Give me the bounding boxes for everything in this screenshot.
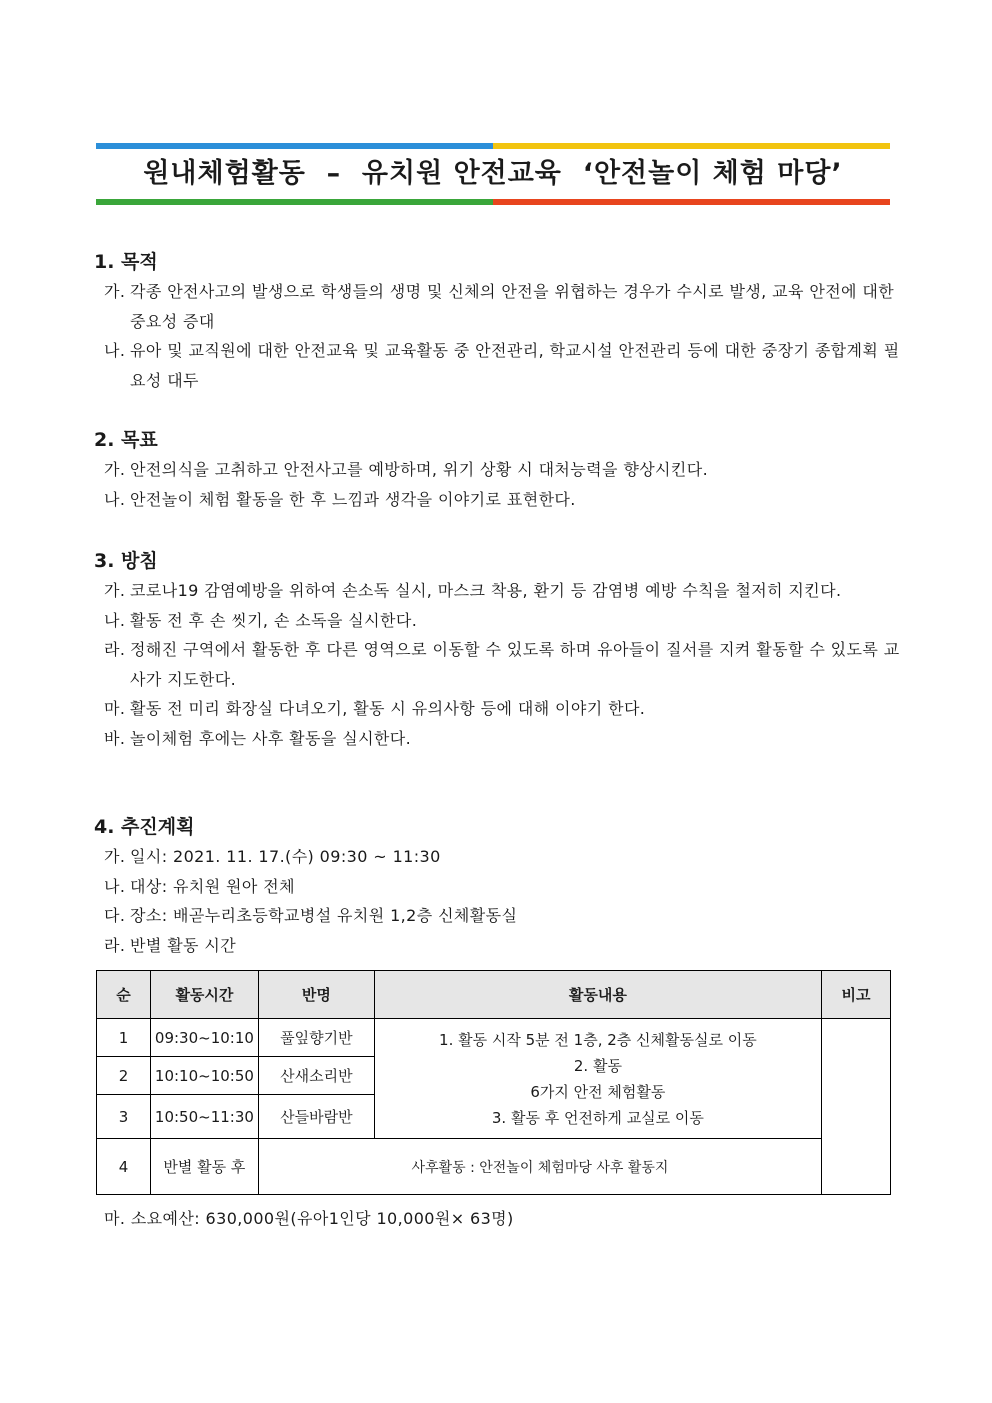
- item-text: 장소: 배곧누리초등학교병설 유치원 1,2층 신체활동실: [130, 906, 518, 925]
- item-text: 활동 전 후 손 씻기, 손 소독을 실시한다.: [130, 610, 418, 630]
- post-activity: 사후활동 : 안전놀이 체험마당 사후 활동지: [258, 1139, 821, 1195]
- section-heading: 2. 목표: [94, 429, 158, 451]
- list-item: [94, 931, 904, 961]
- section-heading: 1. 목적: [94, 251, 158, 273]
- table-header-row: [97, 971, 891, 1019]
- column-header: 비고: [822, 971, 891, 1019]
- item-marker: 나.: [104, 341, 126, 360]
- section-heading: 4. 추진계획: [94, 816, 195, 838]
- remark-cell: [822, 1019, 891, 1195]
- list-item: [94, 901, 904, 931]
- item-text: 안전놀이 체험 활동을 한 후 느낌과 생각을 이야기로 표현한다.: [130, 489, 576, 509]
- class-name: 산새소리반: [258, 1057, 374, 1095]
- item-marker: 라.: [104, 640, 126, 659]
- content-line: 1. 활동 시작 5분 전 1층, 2층 신체활동실로 이동: [439, 1030, 757, 1049]
- row-number: 3: [97, 1095, 151, 1139]
- column-header: 순: [97, 971, 151, 1019]
- title-banner: [96, 143, 890, 205]
- class-name: 풀잎향기반: [258, 1019, 374, 1057]
- list-item: [94, 277, 904, 336]
- list-item: [94, 336, 904, 395]
- row-number: 4: [97, 1139, 151, 1195]
- item-marker: 가.: [104, 847, 126, 866]
- item-marker: 가.: [104, 282, 126, 301]
- item-marker: 바.: [104, 728, 126, 748]
- activity-time: 09:30~10:10: [150, 1019, 258, 1057]
- column-header: 활동내용: [374, 971, 821, 1019]
- item-text: 유아 및 교직원에 대한 안전교육 및 교육활동 중 안전관리, 학교시설 안전관리 등에 대한 중장기 종합계획 필요성 대두: [130, 341, 900, 390]
- content-line: 2. 활동: [573, 1056, 622, 1075]
- item-text: 안전의식을 고취하고 안전사고를 예방하며, 위기 상황 시 대처능력을 향상시킨다.: [130, 460, 709, 479]
- table-row: [97, 1139, 891, 1195]
- list-item: [94, 724, 904, 754]
- item-text: 각종 안전사고의 발생으로 학생들의 생명 및 신체의 안전을 위협하는 경우가 수시로 발생, 교육 안전에 대한 중요성 증대: [130, 282, 895, 331]
- item-text: 코로나19 감염예방을 위하여 손소독 실시, 마스크 착용, 환기 등 감염병 예방 수칙을 철저히 지킨다.: [130, 581, 842, 600]
- list-item: [94, 872, 904, 902]
- list-item: [94, 455, 904, 485]
- item-text: 놀이체험 후에는 사후 활동을 실시한다.: [130, 728, 412, 748]
- list-item: [94, 694, 904, 724]
- section-policy: [94, 546, 904, 753]
- item-text: 반별 활동 시간: [130, 935, 237, 955]
- item-marker: 나.: [104, 489, 126, 509]
- section-heading: 3. 방침: [94, 550, 158, 572]
- column-header: 반명: [258, 971, 374, 1019]
- content-line: 3. 활동 후 언전하게 교실로 이동: [491, 1108, 704, 1127]
- schedule-table: [96, 970, 891, 1195]
- list-item: [94, 606, 904, 636]
- budget-line: 마. 소요예산: 630,000원(유아1인당 10,000원× 63명): [104, 1209, 514, 1228]
- item-marker: 마.: [104, 699, 126, 718]
- list-item: [94, 576, 904, 606]
- item-text: 대상: 유치원 원아 전체: [130, 876, 295, 896]
- item-marker: 가.: [104, 460, 126, 479]
- section-goal: [94, 425, 904, 514]
- column-header: 활동시간: [150, 971, 258, 1019]
- table-row: [97, 1019, 891, 1057]
- title-bottom-bar: [96, 199, 890, 205]
- content-line: 6가지 안전 체험활동: [530, 1082, 666, 1101]
- page-title: 원내체험활동 – 유치원 안전교육 ‘안전놀이 체험 마당’: [143, 158, 843, 189]
- list-item: [94, 485, 904, 515]
- item-marker: 나.: [104, 610, 126, 630]
- section-purpose: [94, 247, 904, 395]
- class-name: 산들바람반: [258, 1095, 374, 1139]
- item-marker: 가.: [104, 581, 126, 600]
- section-plan: [94, 812, 904, 960]
- list-item: [94, 635, 904, 694]
- item-text: 정해진 구역에서 활동한 후 다른 영역으로 이동할 수 있도록 하며 유아들이 질서를 지켜 활동할 수 있도록 교사가 지도한다.: [130, 640, 900, 689]
- activity-time: 10:10~10:50: [150, 1057, 258, 1095]
- item-marker: 다.: [104, 906, 126, 925]
- item-text: 일시: 2021. 11. 17.(수) 09:30 ~ 11:30: [130, 847, 441, 866]
- row-number: 1: [97, 1019, 151, 1057]
- item-text: 활동 전 미리 화장실 다녀오기, 활동 시 유의사항 등에 대해 이야기 한다.: [130, 699, 646, 718]
- activity-time: 반별 활동 후: [150, 1139, 258, 1195]
- list-item: [94, 842, 904, 872]
- activity-content: [374, 1019, 821, 1139]
- item-marker: 나.: [104, 876, 126, 896]
- row-number: 2: [97, 1057, 151, 1095]
- activity-time: 10:50~11:30: [150, 1095, 258, 1139]
- item-marker: 라.: [104, 935, 126, 955]
